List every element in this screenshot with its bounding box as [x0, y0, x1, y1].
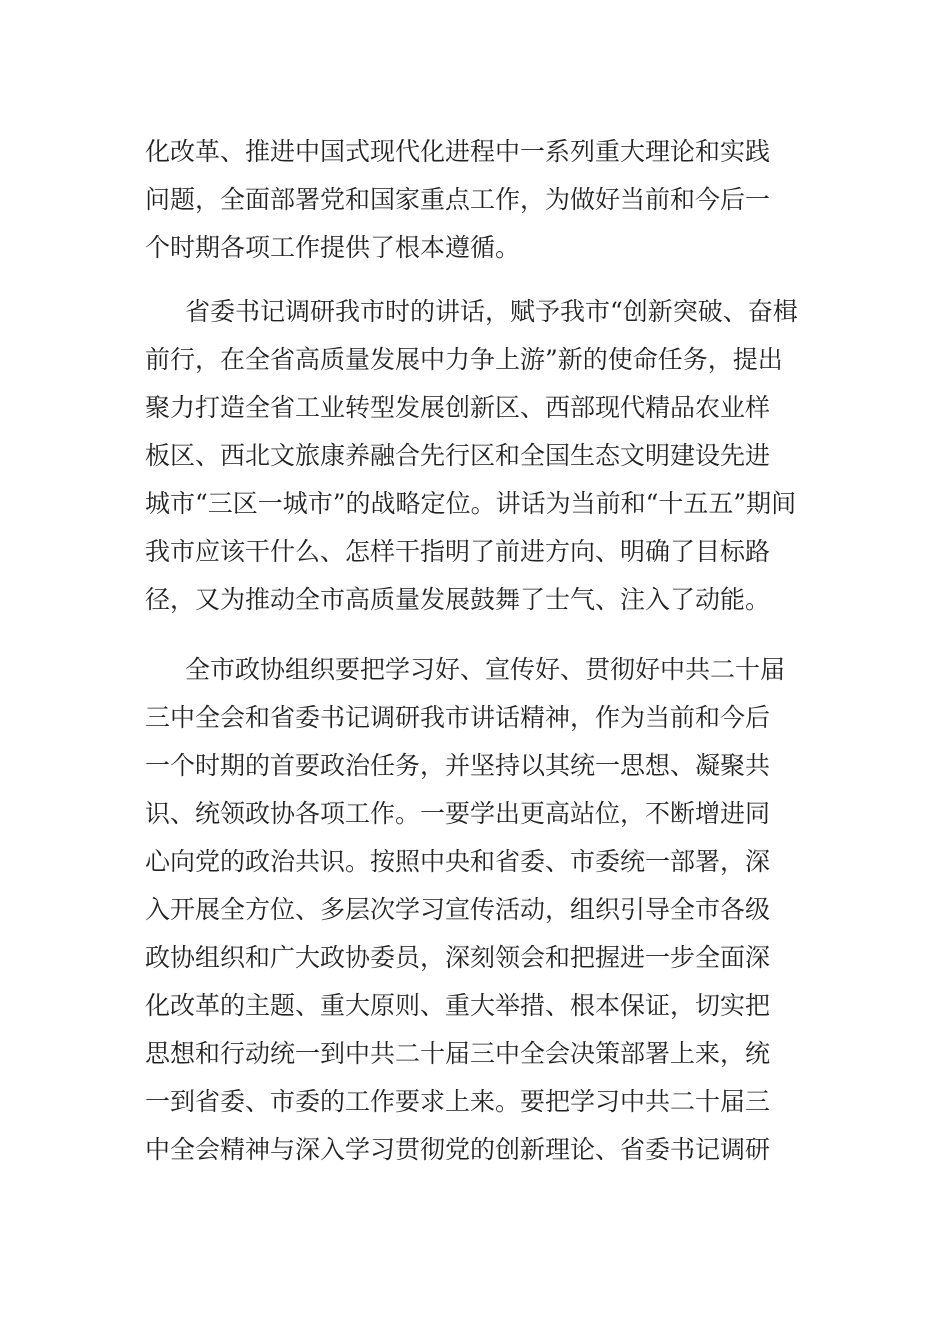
paragraph-line: 心向党的政治共识。按照中央和省委、市委统一部署，深 — [145, 847, 771, 876]
paragraph-line: 前行，在全省高质量发展中力争上游”新的使命任务，提出 — [145, 345, 783, 374]
paragraph-line: 一到省委、市委的工作要求上来。要把学习中共二十届三 — [145, 1087, 771, 1116]
paragraph-line: 一个时期的首要政治任务，并坚持以其统一思想、凝聚共 — [145, 751, 771, 780]
paragraph-line: 问题，全面部署党和国家重点工作，为做好当前和今后一 — [145, 185, 771, 214]
paragraph-line: 化改革的主题、重大原则、重大举措、根本保证，切实把 — [145, 991, 771, 1020]
paragraph-line: 三中全会和省委书记调研我市讲话精神，作为当前和今后 — [145, 703, 771, 732]
paragraph-line: 化改革、推进中国式现代化进程中一系列重大理论和实践 — [145, 137, 771, 166]
paragraph-line: 省委书记调研我市时的讲话，赋予我市“创新突破、奋楫 — [185, 297, 798, 326]
paragraph-line: 聚力打造全省工业转型发展创新区、西部现代精品农业样 — [145, 393, 771, 422]
paragraph-line: 识、统领政协各项工作。一要学出更高站位，不断增进同 — [145, 799, 771, 828]
paragraph-line: 城市“三区一城市”的战略定位。讲话为当前和“十五五”期间 — [145, 489, 797, 518]
paragraph-line: 思想和行动统一到中共二十届三中全会决策部署上来，统 — [145, 1039, 771, 1068]
document-page — [145, 0, 815, 1344]
paragraph-line: 入开展全方位、多层次学习宣传活动，组织引导全市各级 — [145, 895, 771, 924]
paragraph-line: 个时期各项工作提供了根本遵循。 — [145, 233, 521, 262]
paragraph-line: 径，又为推动全市高质量发展鼓舞了士气、注入了动能。 — [145, 585, 771, 614]
paragraph-line: 板区、西北文旅康养融合先行区和全国生态文明建设先进 — [145, 441, 771, 470]
paragraph-line: 政协组织和广大政协委员，深刻领会和把握进一步全面深 — [145, 943, 771, 972]
paragraph-line: 中全会精神与深入学习贯彻党的创新理论、省委书记调研 — [145, 1135, 771, 1164]
paragraph-line: 全市政协组织要把学习好、宣传好、贯彻好中共二十届 — [185, 655, 786, 684]
paragraph-line: 我市应该干什么、怎样干指明了前进方向、明确了目标路 — [145, 537, 771, 566]
